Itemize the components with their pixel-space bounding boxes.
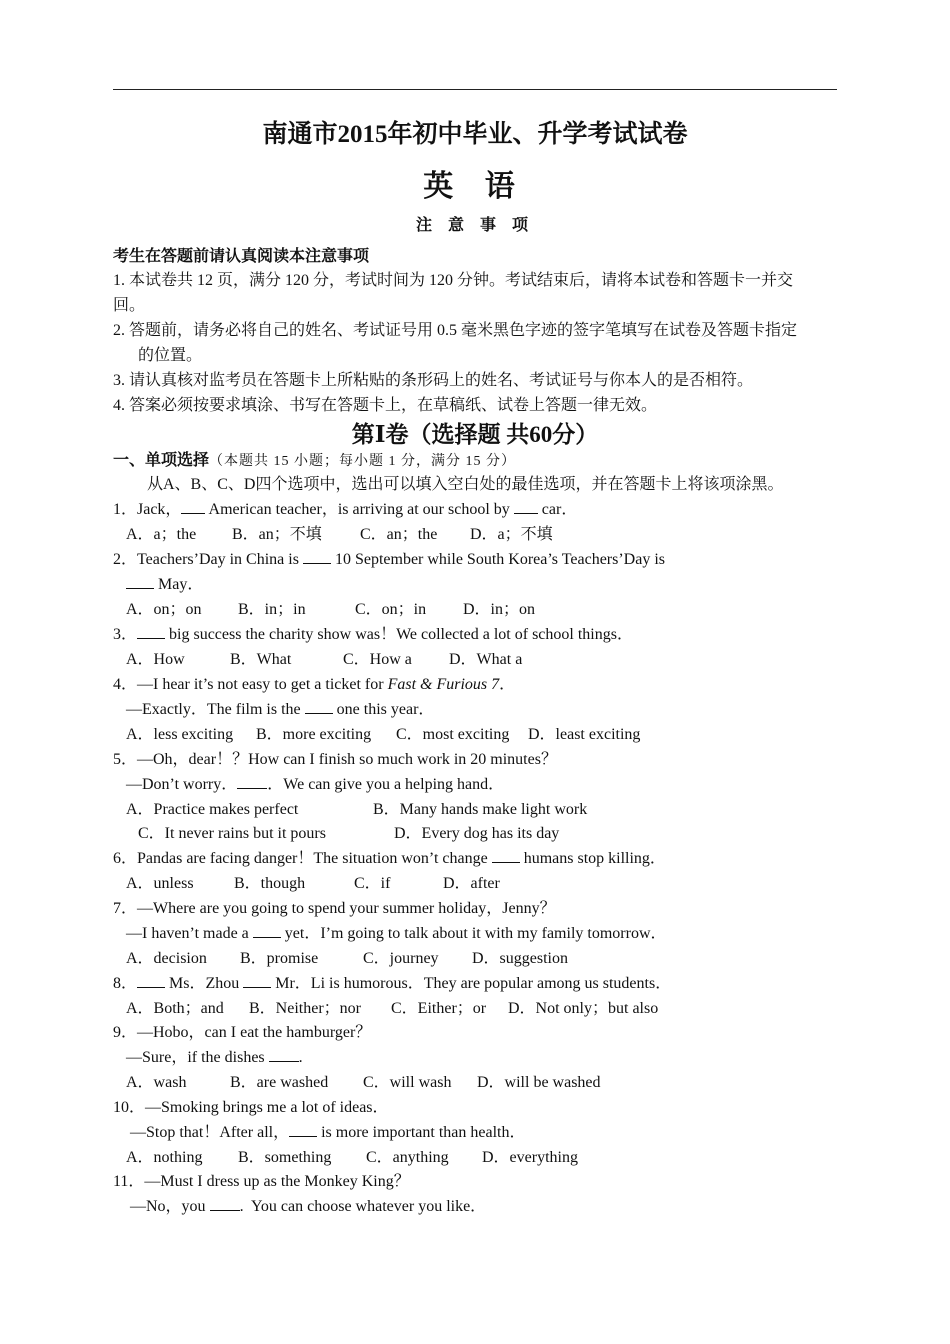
q1-blank-2 — [514, 499, 538, 514]
question-6 — [113, 848, 666, 870]
question-8 — [113, 973, 671, 995]
question-3 — [113, 624, 633, 646]
q1-option-c: C．an；the — [360, 526, 438, 543]
q9-reply-b: . — [298, 1049, 303, 1066]
q6-blank-1 — [492, 848, 520, 863]
q1-blank-1 — [181, 499, 205, 514]
q6-option-b: B．though — [234, 875, 306, 892]
q4-film-title: Fast & Furious 7 — [387, 676, 500, 693]
q10-option-a: A．nothing — [126, 1149, 203, 1166]
q5-option-b: B．Many hands make light work — [373, 801, 588, 818]
q2-option-b: B．in；in — [238, 601, 306, 618]
q8-blank-2 — [243, 973, 271, 988]
q7-reply-b: yet．I’m going to talk about it with my family tomorrow． — [280, 925, 667, 942]
q10-option-c: C．anything — [366, 1149, 449, 1166]
notice-item-4: 4. 答案必须按要求填涂、书写在答题卡上，在草稿纸、试卷上答题一律无效。 — [113, 397, 658, 414]
q3-option-b: B．What — [230, 651, 292, 668]
q6-option-c: C．if — [354, 875, 391, 892]
q9-option-d: D．will be washed — [477, 1074, 601, 1091]
q6-option-a: A．unless — [126, 875, 194, 892]
q10-blank-1 — [289, 1122, 317, 1137]
notice-item-3: 3. 请认真核对监考员在答题卡上所粘贴的条形码上的姓名、考试证号与你本人的是否相符。 — [113, 372, 754, 389]
q8-text-c: Mr．Li is humorous．They are popular among us students． — [271, 975, 672, 992]
q2-blank-2 — [126, 574, 154, 589]
q6-text-b: humans stop killing． — [519, 850, 666, 867]
q4-option-c: C．most exciting — [396, 726, 510, 743]
q7-blank-1 — [253, 923, 281, 938]
q6-option-d: D．after — [443, 875, 500, 892]
question-2 — [113, 549, 665, 571]
q2-option-d: D．in；on — [463, 601, 536, 618]
q4-text-a: 4．—I hear it’s not easy to get a ticket for — [113, 676, 388, 693]
question-9: 9．—Hobo，can I eat the hamburger？ — [113, 1024, 372, 1041]
q7-option-b: B．promise — [240, 950, 319, 967]
question-2-cont — [126, 574, 203, 596]
q8-option-d: D．Not only；but also — [508, 1000, 659, 1017]
q7-option-d: D．suggestion — [472, 950, 569, 967]
q8-option-c: C．Either；or — [391, 1000, 487, 1017]
q2-text-b: 10 September while South Korea’s Teachers’Day is — [330, 551, 666, 568]
q6-text-a: 6．Pandas are facing danger！The situation won’t change — [113, 850, 492, 867]
q7-option-c: C．journey — [363, 950, 439, 967]
q1-text-b: American teacher，is arriving at our school by — [205, 501, 514, 518]
q2-text-a: 2．Teachers’Day in China is — [113, 551, 303, 568]
q1-text-c: car． — [537, 501, 578, 518]
exam-title: 南通市2015年初中毕业、升学考试试卷 — [262, 121, 688, 148]
notice-item-1: 1. 本试卷共 12 页，满分 120 分，考试时间为 120 分钟。考试结束后，请将本试卷和答题卡一并交 — [113, 272, 794, 289]
notice-item-1-cont: 回。 — [113, 297, 146, 314]
section-label: 一、单项选择 — [113, 452, 210, 469]
question-7-reply — [126, 923, 667, 945]
q4-option-a: A．less exciting — [126, 726, 234, 743]
q8-text-a: 8． — [113, 975, 138, 992]
question-7: 7．—Where are you going to spend your summer holiday，Jenny？ — [113, 900, 556, 917]
question-5-reply — [126, 774, 504, 796]
q3-option-c: C．How a — [343, 651, 412, 668]
question-11-reply — [130, 1196, 486, 1218]
q4-option-b: B．more exciting — [256, 726, 372, 743]
q5-option-d: D．Every dog has its day — [394, 825, 560, 842]
q9-blank-1 — [269, 1047, 299, 1062]
q3-text-a: 3． — [113, 626, 138, 643]
q9-option-c: C．will wash — [363, 1074, 452, 1091]
q1-option-a: A．a；the — [126, 526, 197, 543]
question-9-reply — [126, 1047, 303, 1069]
q9-option-a: A．wash — [126, 1074, 187, 1091]
q10-reply-a: —Stop that！After all， — [130, 1124, 290, 1141]
q4-text-b: ． — [499, 676, 516, 693]
notice-heading: 注 意 事 项 — [415, 217, 534, 234]
q4-reply-b: one this year． — [332, 701, 435, 718]
q2-option-c: C．on；in — [355, 601, 427, 618]
q2-blank-1 — [303, 549, 331, 564]
q11-blank-1 — [210, 1196, 240, 1211]
q8-option-b: B．Neither；nor — [249, 1000, 361, 1017]
section-header — [113, 450, 516, 473]
q4-reply-a: —Exactly．The film is the — [126, 701, 305, 718]
q5-reply-a: —Don’t worry． — [126, 776, 238, 793]
q5-option-c: C．It never rains but it pours — [138, 825, 326, 842]
q11-reply-b: . You can choose whatever you like． — [239, 1198, 487, 1215]
question-4 — [113, 674, 515, 696]
question-4-reply — [126, 699, 434, 721]
section-note: （本题共 15 小题；每小题 1 分，满分 15 分） — [209, 454, 517, 469]
q8-text-b: Ms．Zhou — [165, 975, 244, 992]
q8-option-a: A．Both；and — [126, 1000, 224, 1017]
q9-reply-a: —Sure，if the dishes — [126, 1049, 269, 1066]
q7-reply-a: —I haven’t made a — [126, 925, 253, 942]
section-instruction: 从A、B、C、D四个选项中，选出可以填入空白处的最佳选项，并在答题卡上将该项涂黑。 — [147, 476, 784, 493]
question-10-reply — [130, 1122, 526, 1144]
notice-item-2: 2. 答题前，请务必将自己的姓名、考试证号用 0.5 毫米黑色字迹的签字笔填写在试卷及答题卡指定 — [113, 322, 798, 339]
question-11: 11．—Must I dress up as the Monkey King？ — [113, 1173, 410, 1190]
q10-option-d: D．everything — [482, 1149, 578, 1166]
q7-option-a: A．decision — [126, 950, 207, 967]
q2-option-a: A．on；on — [126, 601, 202, 618]
q1-text-a: 1．Jack， — [113, 501, 182, 518]
q9-option-b: B．are washed — [230, 1074, 329, 1091]
q8-blank-1 — [137, 973, 165, 988]
q5-blank-1 — [237, 774, 267, 789]
notice-item-2-cont: 的位置。 — [138, 347, 203, 364]
header-rule — [113, 89, 837, 90]
q11-reply-a: —No，you — [130, 1198, 210, 1215]
q5-reply-b: ．We can give you a helping hand． — [267, 776, 505, 793]
question-5: 5．—Oh，dear！？How can I finish so much work in 20 minutes？ — [113, 751, 557, 768]
q10-option-b: B．something — [238, 1149, 332, 1166]
q1-option-d: D．a；不填 — [470, 526, 553, 543]
question-10: 10．—Smoking brings me a lot of ideas． — [113, 1099, 389, 1116]
q10-reply-b: is more important than health． — [317, 1124, 526, 1141]
q3-option-d: D．What a — [449, 651, 523, 668]
subject-title: 英 语 — [423, 170, 527, 203]
q1-option-b: B．an；不填 — [232, 526, 322, 543]
q4-blank-1 — [305, 699, 333, 714]
part1-title: 第Ⅰ卷（选择题 共60分） — [351, 422, 599, 447]
notice-lead: 考生在答题前请认真阅读本注意事项 — [113, 248, 370, 265]
q2-text-c: May． — [154, 576, 204, 593]
q3-text-b: big success the charity show was！We collected a lot of school things． — [165, 626, 633, 643]
q4-option-d: D．least exciting — [528, 726, 641, 743]
q5-option-a: A．Practice makes perfect — [126, 801, 299, 818]
q3-option-a: A．How — [126, 651, 185, 668]
question-1 — [113, 499, 577, 521]
q3-blank-1 — [137, 624, 165, 639]
